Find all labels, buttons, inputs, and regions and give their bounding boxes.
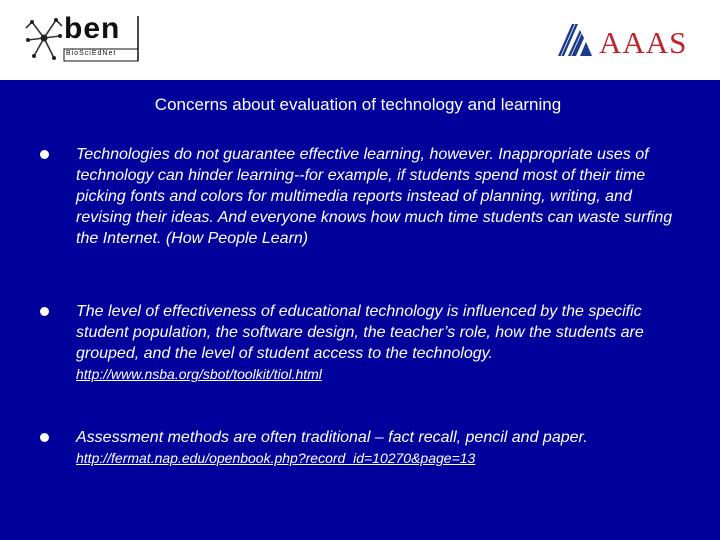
bullet-dot-icon — [40, 307, 49, 316]
bullet-dot-icon — [40, 150, 49, 159]
ben-logo-subtitle: BioSciEdNet — [66, 50, 117, 57]
slide-title: Concerns about evaluation of technology and learning — [154, 95, 562, 114]
header-bar — [0, 0, 720, 80]
bullet-item — [40, 427, 680, 468]
nap-link[interactable]: http://fermat.nap.edu/openbook.php?record_id=10270&page=13 — [76, 450, 476, 466]
ben-logo-text: ben — [64, 12, 121, 45]
bullet-item — [40, 144, 680, 249]
bullet-text: Technologies do not guarantee effective learning, however. Inappropriate uses of technology can hinder learning--for example, if students spend most of their time picking fonts and colors for multimedia reports instead of planning, writing, and revising their ideas. And everyone knows how much time students can waste surfing the Internet. (How People Learn) — [76, 146, 673, 247]
aaas-emblem-icon — [556, 22, 596, 58]
bullet-item — [40, 301, 680, 384]
bullet-text: Assessment methods are often traditional – fact recall, pencil and paper. — [76, 429, 588, 446]
nsba-link[interactable]: http://www.nsba.org/sbot/toolkit/tiol.html — [76, 366, 322, 382]
bullet-dot-icon — [40, 433, 49, 442]
aaas-logo-text: AAAS — [599, 25, 688, 60]
bullet-text: The level of effectiveness of educational technology is influenced by the specific student population, the software design, the teacher’s role, how the students are grouped, and the level of student access to the technology. — [76, 303, 644, 362]
